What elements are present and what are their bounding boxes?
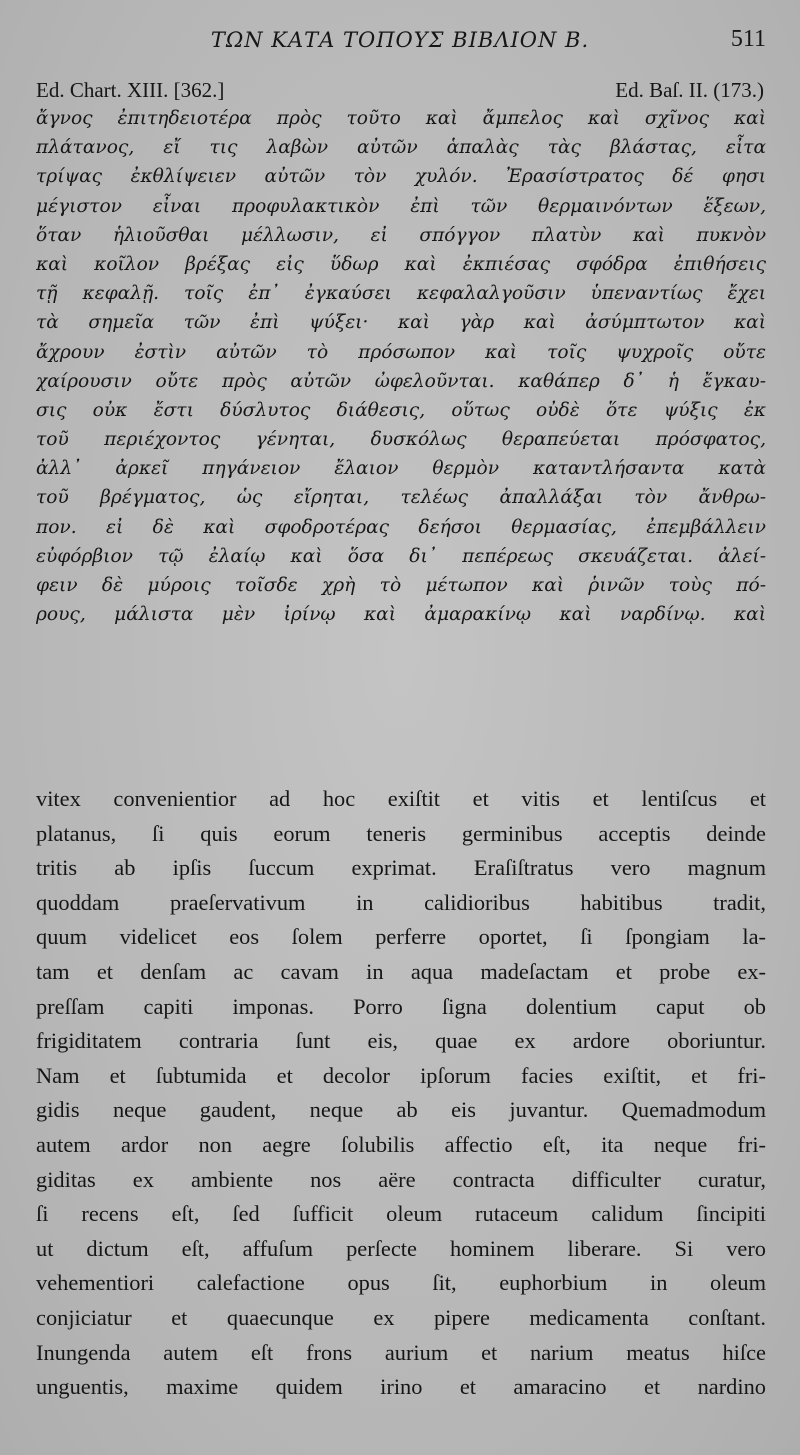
greek-line: τοῦ περιέχοντος γένηται, δυσκόλως θεραπεύεται πρόσφατος, [36, 429, 766, 451]
latin-line: frigiditatem contraria ſunt eis, quae ex ardore oboriuntur. [36, 1028, 766, 1054]
latin-line: quum videlicet eos ſolem perferre oportet, ſi ſpongiam la- [36, 924, 766, 950]
latin-line: giditas ex ambiente nos aëre contracta difficulter curatur, [36, 1166, 766, 1192]
latin-line: vehementiori calefactione opus ſit, euphorbium in oleum [36, 1270, 766, 1296]
latin-line: autem ardor non aegre ſolubilis affectio eſt, ita neque fri- [36, 1131, 766, 1157]
greek-line: μέγιστον εἶναι προφυλακτικὸν ἐπὶ τῶν θερμαινόντων ἕξεων, [36, 195, 766, 217]
greek-line: ἄγνος ἐπιτηδειοτέρα πρὸς τοῦτο καὶ ἄμπελος καὶ σχῖνος καὶ [36, 108, 766, 129]
greek-line: καὶ κοῖλον βρέξας εἰς ὕδωρ καὶ ἐκπιέσας σφόδρα ἐπιθήσεις [36, 253, 766, 275]
greek-line: φειν δὲ μύροις τοῖσδε χρὴ τὸ μέτωπον καὶ ῥινῶν τοὺς πό- [36, 575, 766, 596]
latin-line: platanus, ſi quis eorum teneris germinibus acceptis deinde [36, 820, 766, 846]
greek-line: εὐφόρβιον τῷ ἐλαίῳ καὶ ὅσα δι᾽ πεπέρεως σκευάζεται. ἀλεί- [36, 545, 766, 567]
greek-line: σις οὐκ ἔστι δύσλυτος διάθεσις, οὕτως οὐδὲ ὅτε ψύξις ἐκ [36, 399, 766, 421]
greek-line: ρους, μάλιστα μὲν ἰρίνῳ καὶ ἀμαρακίνῳ καὶ ναρδίνῳ. καὶ [36, 604, 766, 626]
latin-line: tritis ab ipſis ſuccum exprimat. Eraſiſtratus vero magnum [36, 855, 766, 881]
greek-line: ὅταν ἡλιοῦσθαι μέλλωσιν, εἰ σπόγγον πλατὺν καὶ πυκνὸν [36, 224, 766, 246]
latin-line: unguentis, maxime quidem irino et amaracino et nardino [36, 1374, 766, 1400]
edition-chartier-ref: Ed. Chart. XIII. [362.] [36, 78, 225, 102]
latin-line: ut dictum eſt, affuſum perſecte hominem liberare. Si vero [36, 1235, 766, 1261]
latin-line: preſſam capiti imponas. Porro ſigna dolentium caput ob [36, 993, 766, 1019]
greek-line: ἀλλ᾽ ἀρκεῖ πηγάνειον ἔλαιον θερμὸν καταντλήσαντα κατὰ [36, 458, 766, 480]
latin-line: Inungenda autem eſt frons aurium et narium meatus hiſce [36, 1339, 766, 1365]
greek-line: πον. εἰ δὲ καὶ σφοδροτέρας δεήσοι θερμασίας, ἐπεμβάλλειν [36, 516, 766, 538]
greek-text-block [36, 104, 766, 629]
edition-basel-ref: Ed. Baſ. II. (173.) [615, 78, 764, 102]
running-title: ΤΩΝ ΚΑΤΑ ΤΟΠΟΥΣ ΒΙΒΛΙΟΝ Β. [210, 28, 590, 52]
greek-line: ἄχρουν ἐστὶν αὐτῶν τὸ πρόσωπον καὶ τοῖς ψυχροῖς οὔτε [36, 341, 766, 363]
greek-line: τὰ σημεῖα τῶν ἐπὶ ψύξει· καὶ γὰρ καὶ ἀσύμπτωτον καὶ [36, 312, 766, 334]
latin-line: ſi recens eſt, ſed ſufficit oleum rutaceum calidum ſincipiti [36, 1201, 766, 1227]
latin-text-block [36, 782, 766, 1405]
greek-line: πλάτανος, εἴ τις λαβὼν αὐτῶν ἁπαλὰς τὰς βλάστας, εἶτα [36, 137, 766, 159]
edition-reference-line [36, 78, 764, 106]
latin-line: conjiciatur et quaecunque ex pipere medicamenta conſtant. [36, 1304, 766, 1330]
latin-line: vitex convenientior ad hoc exiſtit et vitis et lentiſcus et [36, 786, 766, 811]
greek-line: χαίρουσιν οὔτε πρὸς αὐτῶν ὠφελοῦνται. καθάπερ δ᾽ ἡ ἔγκαυ- [36, 370, 766, 392]
greek-line: τῇ κεφαλῇ. τοῖς ἐπ᾽ ἐγκαύσει κεφαλαλγοῦσιν ὑπεναντίως ἔχει [36, 283, 766, 305]
latin-line: gidis neque gaudent, neque ab eis juvantur. Quemadmodum [36, 1097, 766, 1123]
greek-line: τρίψας ἐκθλίψειεν αὐτῶν τὸν χυλόν. Ἐρασίστρατος δέ φησι [36, 166, 766, 188]
page-number: 511 [730, 26, 766, 52]
latin-line: Nam et ſubtumida et decolor ipſorum facies exiſtit, et fri- [36, 1062, 766, 1088]
latin-line: tam et denſam ac cavam in aqua madeſactam et probe ex- [36, 958, 766, 984]
page-header [0, 28, 800, 62]
greek-line: τοῦ βρέγματος, ὡς εἴρηται, τελέως ἀπαλλάξαι τὸν ἄνθρω- [36, 487, 766, 509]
latin-line: quoddam praeſervativum in calidioribus habitibus tradit, [36, 889, 766, 915]
